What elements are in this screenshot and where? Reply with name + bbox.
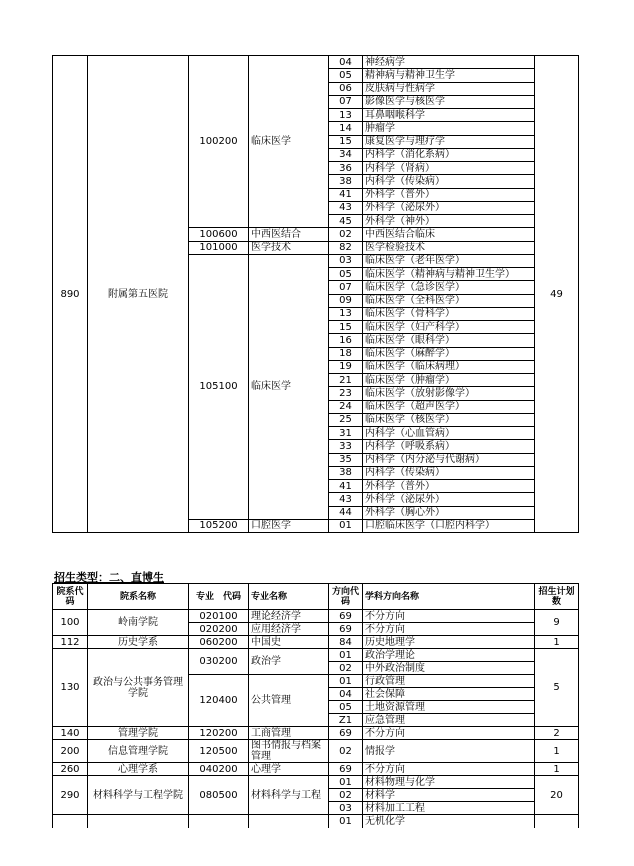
dept-code xyxy=(53,815,88,828)
direction-name: 不分方向 xyxy=(363,623,535,636)
quota: 5 xyxy=(535,649,579,727)
direction-code: 38 xyxy=(329,466,363,479)
section-title: 招生类型：二、直博生 xyxy=(54,571,164,584)
direction-code: 02 xyxy=(329,789,363,802)
direction-name: 内科学（内分泌与代谢病） xyxy=(363,453,535,466)
direction-name: 应急管理 xyxy=(363,714,535,727)
direction-name: 内科学（传染病） xyxy=(363,466,535,479)
table-direct-phd xyxy=(52,583,579,828)
table-row xyxy=(53,727,579,740)
direction-code: 15 xyxy=(329,135,363,148)
major-name: 临床医学 xyxy=(249,254,329,519)
direction-code: 05 xyxy=(329,701,363,714)
direction-code: 69 xyxy=(329,763,363,776)
direction-name: 临床医学（核医学） xyxy=(363,413,535,426)
direction-name: 临床医学（放射影像学） xyxy=(363,387,535,400)
major-name: 工商管理 xyxy=(249,727,329,740)
direction-name: 不分方向 xyxy=(363,610,535,623)
direction-code: 03 xyxy=(329,802,363,815)
table-row xyxy=(53,610,579,623)
direction-code: 01 xyxy=(329,776,363,789)
direction-code: 14 xyxy=(329,122,363,135)
dept-name: 管理学院 xyxy=(88,727,189,740)
direction-code: 19 xyxy=(329,360,363,373)
direction-code: 01 xyxy=(329,815,363,828)
quota: 20 xyxy=(535,776,579,815)
direction-name: 政治学理论 xyxy=(363,649,535,662)
direction-name: 临床医学（临床病理） xyxy=(363,360,535,373)
direction-code: 02 xyxy=(329,740,363,763)
direction-name: 临床医学（麻醉学） xyxy=(363,347,535,360)
direction-code: 69 xyxy=(329,727,363,740)
major-code: 120200 xyxy=(189,727,249,740)
dept-code: 112 xyxy=(53,636,88,649)
direction-name: 临床医学（妇产科学） xyxy=(363,321,535,334)
direction-name: 外科学（普外） xyxy=(363,480,535,493)
direction-code: 05 xyxy=(329,69,363,82)
quota: 1 xyxy=(535,763,579,776)
major-name: 心理学 xyxy=(249,763,329,776)
dept-code: 890 xyxy=(53,56,88,533)
direction-name: 不分方向 xyxy=(363,727,535,740)
table-row xyxy=(53,649,579,662)
dept-name: 心理学系 xyxy=(88,763,189,776)
direction-name: 临床医学（超声医学） xyxy=(363,400,535,413)
table-row xyxy=(53,636,579,649)
direction-code: 01 xyxy=(329,649,363,662)
direction-code: 36 xyxy=(329,162,363,175)
major-code: 105100 xyxy=(189,254,249,519)
direction-code: 69 xyxy=(329,623,363,636)
direction-name: 外科学（泌尿外） xyxy=(363,493,535,506)
dept-name: 信息管理学院 xyxy=(88,740,189,763)
direction-name: 口腔临床医学（口腔内科学） xyxy=(363,519,535,532)
major-name: 中国史 xyxy=(249,636,329,649)
direction-code: 02 xyxy=(329,662,363,675)
direction-name: 土地资源管理 xyxy=(363,701,535,714)
direction-name: 内科学（消化系病） xyxy=(363,148,535,161)
major-code: 080500 xyxy=(189,776,249,815)
major-name xyxy=(249,815,329,828)
quota xyxy=(535,815,579,828)
direction-code: 04 xyxy=(329,56,363,69)
major-name: 中西医结合 xyxy=(249,228,329,241)
direction-name: 内科学（传染病） xyxy=(363,175,535,188)
direction-code: 23 xyxy=(329,387,363,400)
direction-name: 不分方向 xyxy=(363,763,535,776)
direction-name: 中外政治制度 xyxy=(363,662,535,675)
major-name: 图书情报与档案管理 xyxy=(249,740,329,763)
direction-name: 无机化学 xyxy=(363,815,535,828)
direction-code: 13 xyxy=(329,109,363,122)
major-code: 030200 xyxy=(189,649,249,675)
major-code: 120500 xyxy=(189,740,249,763)
dept-name: 岭南学院 xyxy=(88,610,189,636)
major-code: 040200 xyxy=(189,763,249,776)
major-name: 应用经济学 xyxy=(249,623,329,636)
header-direction-code: 方向代码 xyxy=(329,584,363,610)
major-name: 医学技术 xyxy=(249,241,329,254)
direction-name: 内科学（肾病） xyxy=(363,162,535,175)
table-row xyxy=(53,815,579,828)
direction-name: 社会保障 xyxy=(363,688,535,701)
major-code: 120400 xyxy=(189,675,249,727)
direction-name: 康复医学与理疗学 xyxy=(363,135,535,148)
major-code: 100600 xyxy=(189,228,249,241)
direction-name: 内科学（心血管病） xyxy=(363,427,535,440)
direction-code: 34 xyxy=(329,148,363,161)
quota: 9 xyxy=(535,610,579,636)
header-major-code: 专业 代码 xyxy=(189,584,249,610)
direction-code: 24 xyxy=(329,400,363,413)
major-code: 101000 xyxy=(189,241,249,254)
dept-code: 290 xyxy=(53,776,88,815)
major-code: 020200 xyxy=(189,623,249,636)
direction-name: 材料学 xyxy=(363,789,535,802)
direction-name: 外科学（普外） xyxy=(363,188,535,201)
direction-code: 07 xyxy=(329,95,363,108)
dept-code: 130 xyxy=(53,649,88,727)
direction-code: 04 xyxy=(329,688,363,701)
direction-code: 43 xyxy=(329,201,363,214)
header-major-name: 专业名称 xyxy=(249,584,329,610)
direction-code: 01 xyxy=(329,519,363,532)
direction-code: 35 xyxy=(329,453,363,466)
major-name: 材料科学与工程 xyxy=(249,776,329,815)
direction-code: 41 xyxy=(329,480,363,493)
direction-code: 15 xyxy=(329,321,363,334)
major-code: 020100 xyxy=(189,610,249,623)
direction-name: 临床医学（急诊医学） xyxy=(363,281,535,294)
dept-name: 材料科学与工程学院 xyxy=(88,776,189,815)
table-affiliated-hospital xyxy=(52,55,579,533)
quota: 2 xyxy=(535,727,579,740)
direction-code: 31 xyxy=(329,427,363,440)
direction-name: 外科学（泌尿外） xyxy=(363,201,535,214)
table-row xyxy=(53,763,579,776)
direction-name: 外科学（神外） xyxy=(363,215,535,228)
dept-name: 历史学系 xyxy=(88,636,189,649)
dept-code: 100 xyxy=(53,610,88,636)
direction-code: 03 xyxy=(329,254,363,267)
direction-name: 材料加工工程 xyxy=(363,802,535,815)
direction-code: 05 xyxy=(329,268,363,281)
direction-name: 临床医学（肿瘤学） xyxy=(363,374,535,387)
direction-code: 02 xyxy=(329,228,363,241)
direction-code: 16 xyxy=(329,334,363,347)
direction-code: 44 xyxy=(329,506,363,519)
major-code: 060200 xyxy=(189,636,249,649)
direction-name: 神经病学 xyxy=(363,56,535,69)
direction-name: 中西医结合临床 xyxy=(363,228,535,241)
direction-name: 行政管理 xyxy=(363,675,535,688)
direction-code: 01 xyxy=(329,675,363,688)
direction-name: 临床医学（老年医学） xyxy=(363,254,535,267)
direction-code: Z1 xyxy=(329,714,363,727)
major-name: 理论经济学 xyxy=(249,610,329,623)
direction-name: 内科学（呼吸系病） xyxy=(363,440,535,453)
major-name: 政治学 xyxy=(249,649,329,675)
direction-name: 影像医学与核医学 xyxy=(363,95,535,108)
direction-code: 06 xyxy=(329,82,363,95)
direction-name: 历史地理学 xyxy=(363,636,535,649)
header-direction-name: 学科方向名称 xyxy=(363,584,535,610)
direction-code: 33 xyxy=(329,440,363,453)
major-code: 105200 xyxy=(189,519,249,532)
direction-name: 皮肤病与性病学 xyxy=(363,82,535,95)
direction-name: 精神病与精神卫生学 xyxy=(363,69,535,82)
dept-name: 附属第五医院 xyxy=(88,56,189,533)
header-dept-name: 院系名称 xyxy=(88,584,189,610)
direction-code: 45 xyxy=(329,215,363,228)
direction-name: 医学检验技术 xyxy=(363,241,535,254)
table-row xyxy=(53,56,579,69)
direction-code: 41 xyxy=(329,188,363,201)
major-name: 临床医学 xyxy=(249,56,329,228)
direction-code: 38 xyxy=(329,175,363,188)
dept-name xyxy=(88,815,189,828)
direction-code: 82 xyxy=(329,241,363,254)
major-code: 100200 xyxy=(189,56,249,228)
direction-code: 69 xyxy=(329,610,363,623)
table-row xyxy=(53,776,579,789)
direction-name: 情报学 xyxy=(363,740,535,763)
dept-code: 200 xyxy=(53,740,88,763)
direction-name: 耳鼻咽喉科学 xyxy=(363,109,535,122)
dept-code: 140 xyxy=(53,727,88,740)
dept-code: 260 xyxy=(53,763,88,776)
direction-code: 18 xyxy=(329,347,363,360)
quota: 1 xyxy=(535,636,579,649)
table-header-row xyxy=(53,584,579,610)
header-dept-code: 院系代码 xyxy=(53,584,88,610)
direction-name: 临床医学（骨科学） xyxy=(363,307,535,320)
direction-code: 07 xyxy=(329,281,363,294)
direction-name: 临床医学（精神病与精神卫生学） xyxy=(363,268,535,281)
major-name: 公共管理 xyxy=(249,675,329,727)
direction-code: 43 xyxy=(329,493,363,506)
direction-code: 21 xyxy=(329,374,363,387)
major-code xyxy=(189,815,249,828)
direction-code: 25 xyxy=(329,413,363,426)
direction-name: 临床医学（全科医学） xyxy=(363,294,535,307)
table-row xyxy=(53,740,579,763)
dept-name: 政治与公共事务管理学院 xyxy=(88,649,189,727)
quota: 1 xyxy=(535,740,579,763)
direction-code: 13 xyxy=(329,307,363,320)
major-name: 口腔医学 xyxy=(249,519,329,532)
header-quota: 招生计划数 xyxy=(535,584,579,610)
direction-name: 肿瘤学 xyxy=(363,122,535,135)
quota: 49 xyxy=(535,56,579,533)
direction-name: 外科学（胸心外） xyxy=(363,506,535,519)
direction-name: 材料物理与化学 xyxy=(363,776,535,789)
direction-code: 84 xyxy=(329,636,363,649)
direction-code: 09 xyxy=(329,294,363,307)
direction-name: 临床医学（眼科学） xyxy=(363,334,535,347)
